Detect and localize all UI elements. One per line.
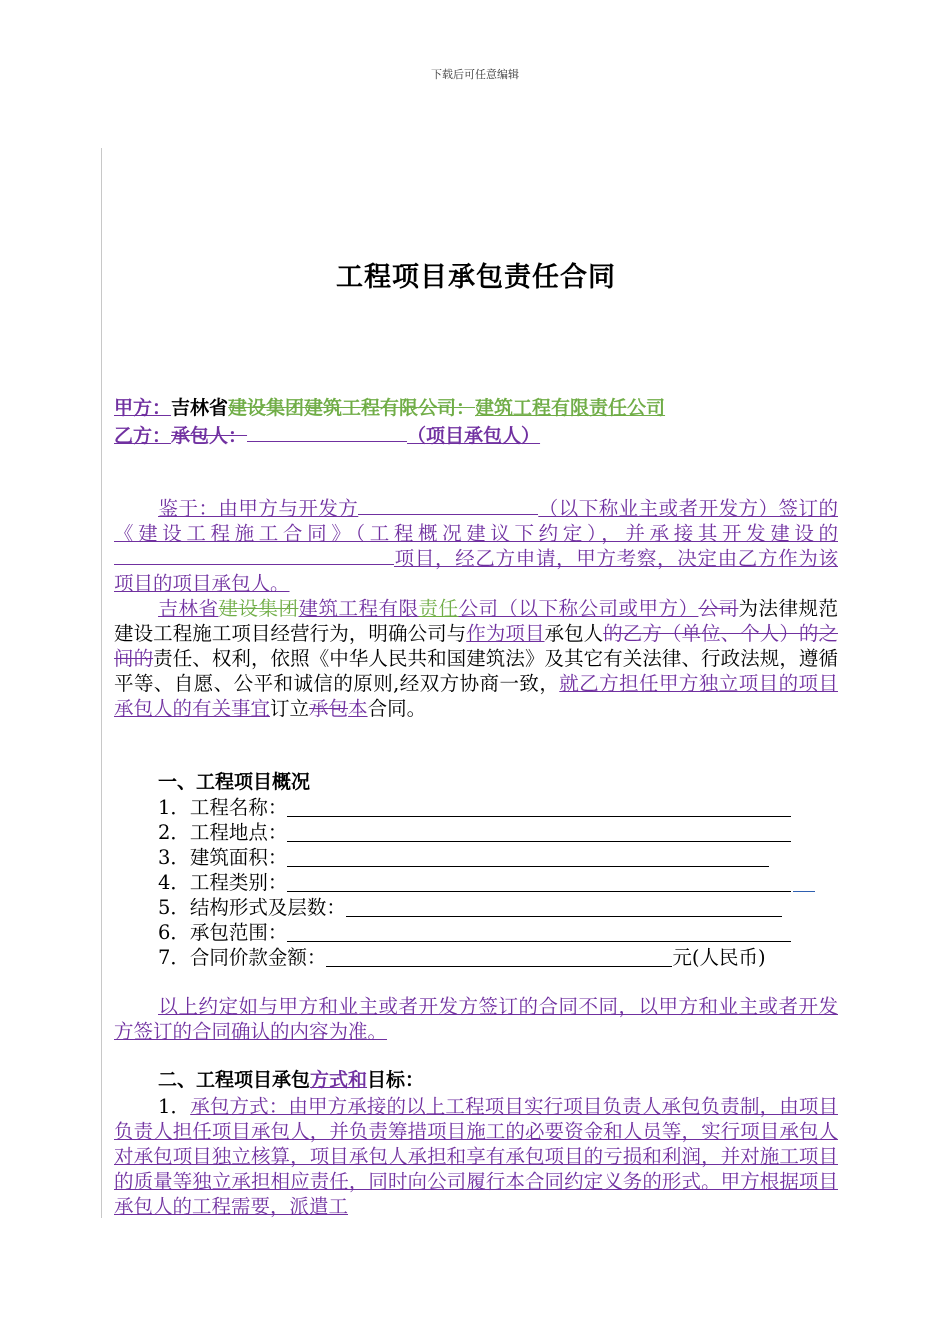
list-item bbox=[158, 820, 858, 845]
party-a-label: 甲方： bbox=[114, 397, 172, 419]
item-label: 5．结构形式及层数： bbox=[158, 896, 346, 919]
method-number: 1． bbox=[158, 1095, 191, 1118]
fill-line bbox=[287, 871, 791, 892]
section-2-heading-a: 二、工程项目承包 bbox=[158, 1069, 311, 1091]
fill-line-extra bbox=[793, 871, 815, 892]
item-label: 2．工程地点： bbox=[158, 821, 288, 844]
recital1-mid1: （以下称业主或者开发方）签订的《建设工程施工合同》（工程概况建议下约定），并承接其开发建设的 bbox=[114, 497, 838, 545]
item-label: 3．建筑面积： bbox=[158, 846, 288, 869]
recital2-p16: 合同。 bbox=[367, 697, 427, 720]
recital2-p12: 就乙方担任甲方独立项目的项目承包人的有关事宜 bbox=[114, 672, 838, 720]
section-2-heading-c: 目标： bbox=[367, 1069, 425, 1091]
document-title: 工程项目承包责任合同 bbox=[336, 262, 616, 293]
currency-label: 元(人民币) bbox=[672, 946, 766, 969]
party-b-line bbox=[114, 423, 540, 449]
party-a-struck-name: 建设集团建筑工程有限公司： bbox=[228, 397, 476, 419]
recital-paragraph-2 bbox=[114, 596, 838, 721]
recital2-p15: 本 bbox=[348, 697, 368, 720]
list-item bbox=[158, 945, 858, 970]
margin-bar bbox=[101, 148, 102, 1218]
recital2-p5: 公司（以下称公司或甲方） bbox=[458, 597, 699, 620]
section-2-heading-b: 方式和 bbox=[310, 1069, 368, 1091]
party-b-label: 乙方： bbox=[114, 425, 172, 447]
project-overview-list bbox=[158, 795, 858, 970]
fill-line bbox=[346, 896, 782, 917]
recital1-mid2: 项目，经乙方申请，甲方考察，决定由乙方作为该项目的项目承包人。 bbox=[114, 547, 838, 595]
fill-line bbox=[326, 946, 672, 967]
precedence-note bbox=[114, 994, 838, 1044]
recital2-p8: 作为项目 bbox=[466, 622, 545, 645]
item-label: 6．承包范围： bbox=[158, 921, 288, 944]
recital2-p11: 责任、权利，依照《中华人民共和国建筑法》及其它有关法律、行政法规，遵循平等、自愿、公平和诚信的原则,经双方协商一致， bbox=[114, 647, 838, 695]
recital2-p4: 责任 bbox=[418, 597, 459, 620]
party-a-prefix: 吉林省 bbox=[171, 397, 229, 419]
party-a-name: 建筑工程有限责任公司 bbox=[475, 397, 666, 419]
section-2-heading bbox=[158, 1068, 424, 1093]
fill-line bbox=[287, 796, 791, 817]
contract-method-paragraph bbox=[114, 1094, 838, 1219]
header-note: 下载后可任意编辑 bbox=[431, 68, 519, 81]
developer-blank bbox=[358, 496, 538, 515]
list-item bbox=[158, 795, 858, 820]
recital-paragraph-1 bbox=[114, 496, 838, 596]
recital2-p14: 承包 bbox=[309, 697, 349, 720]
recital2-p1: 吉林省 bbox=[158, 597, 219, 620]
list-item bbox=[158, 870, 858, 895]
recital2-p10: 的乙方（单位、个人）的之间的 bbox=[114, 622, 838, 670]
party-b-struck: 承包人： bbox=[171, 425, 248, 447]
party-a-line bbox=[114, 396, 665, 421]
method-text: 承包方式：由甲方承接的以上工程项目实行项目负责人承包负责制，由项目负责人担任项目承包人，并负责筹措项目施工的必要资金和人员等，实行项目承包人对承包项目独立核算，项目承包人承担和享有承包项目的亏损和利润，并对施工项目的质量等独立承担相应责任，同时向公司履行本合同约定义务的形式。甲方根据项目承包人的工程需要，派遣工 bbox=[114, 1095, 838, 1218]
recital2-p9: 承包人 bbox=[544, 622, 604, 645]
item-label: 4．工程类别： bbox=[158, 871, 288, 894]
recital2-p13: 订立 bbox=[270, 697, 310, 720]
recital1-lead: 鉴于：由甲方与开发方 bbox=[158, 497, 359, 520]
list-item bbox=[158, 845, 858, 870]
fill-line bbox=[287, 821, 791, 842]
project-blank bbox=[114, 546, 394, 565]
recital2-p6: 公司 bbox=[698, 597, 739, 620]
recital2-p3: 建筑工程有限 bbox=[298, 597, 419, 620]
section-1-heading: 一、工程项目概况 bbox=[158, 771, 311, 793]
precedence-note-text: 以上约定如与甲方和业主或者开发方签订的合同不同，以甲方和业主或者开发方签订的合同确认的内容为准。 bbox=[114, 995, 838, 1043]
item-label: 1．工程名称： bbox=[158, 796, 288, 819]
party-b-suffix: （项目承包人） bbox=[407, 425, 541, 447]
recital2-p7: 为法律规范建设工程施工项目经营行为，明确公司与 bbox=[114, 597, 838, 645]
fill-line bbox=[287, 846, 769, 867]
recital2-p2: 建设集团 bbox=[218, 597, 299, 620]
fill-line bbox=[287, 921, 791, 942]
list-item bbox=[158, 920, 858, 945]
item-label: 7．合同价款金额： bbox=[158, 946, 327, 969]
list-item bbox=[158, 895, 858, 920]
party-b-blank bbox=[247, 423, 407, 442]
